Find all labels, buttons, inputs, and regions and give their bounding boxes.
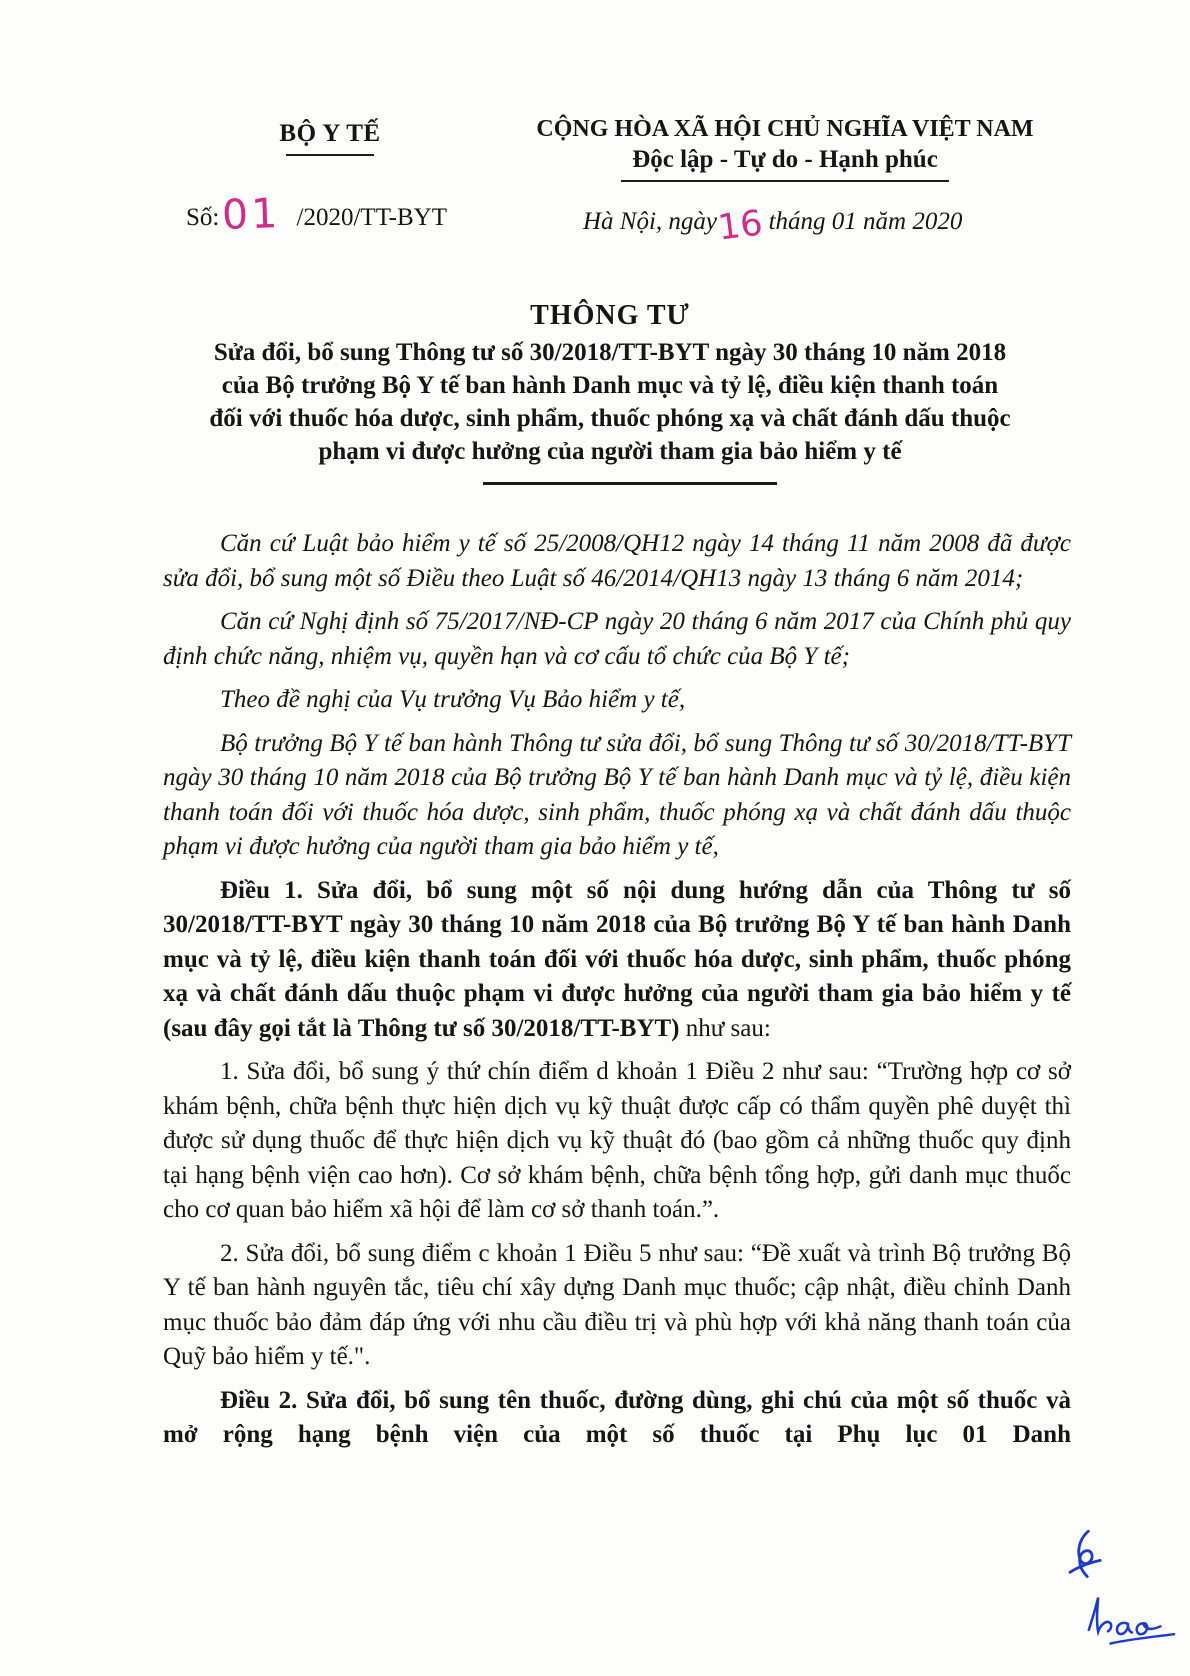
doc-number-suffix: /2020/TT-BYT bbox=[296, 204, 447, 231]
ministry-underline bbox=[286, 154, 374, 156]
preamble-section bbox=[163, 527, 1071, 865]
article-1-paragraph bbox=[163, 874, 1071, 1047]
national-header-block bbox=[515, 116, 1055, 182]
article-1-tail: như sau: bbox=[679, 1014, 771, 1042]
title-block bbox=[150, 300, 1070, 468]
preamble-paragraph: Bộ trưởng Bộ Y tế ban hành Thông tư sửa đổi, bổ sung Thông tư số 30/2018/TT-BYT ngày 30 tháng 10 năm 2018 của Bộ trưởng Bộ Y tế ban hành Danh mục và tỷ lệ, điều kiện thanh toán đối với thuốc hóa dược, sinh phẩm, thuốc phóng xạ và chất đánh dấu thuộc phạm vi được hưởng của người tham gia bảo hiểm y tế, bbox=[163, 729, 1071, 860]
doc-subject-line: phạm vi được hưởng của người tham gia bảo hiểm y tế bbox=[318, 438, 902, 465]
national-motto: Độc lập - Tự do - Hạnh phúc bbox=[632, 146, 938, 173]
article-2-heading: Điều 2. Sửa đổi, bổ sung tên thuốc, đường dùng, ghi chú của một số thuốc và mở rộng hạng bệnh viện của một số thuốc tại Phụ lục 01 Danh bbox=[163, 1386, 1071, 1448]
place-date-line bbox=[583, 203, 963, 249]
day-handwritten: 16 bbox=[715, 203, 765, 249]
preamble-paragraph: Căn cứ Luật bảo hiểm y tế số 25/2008/QH12 ngày 14 tháng 11 năm 2008 đã được sửa đổi, bổ sung một số Điều theo Luật số 46/2014/QH13 ngày 13 tháng 6 năm 2014; bbox=[163, 530, 1071, 592]
preamble-paragraph: Theo đề nghị của Vụ trưởng Vụ Bảo hiểm y tế, bbox=[220, 686, 686, 713]
issuing-org-block bbox=[160, 120, 500, 156]
signature-initial-icon bbox=[1062, 1528, 1106, 1587]
title-divider bbox=[483, 482, 777, 485]
doc-subject-line: đối với thuốc hóa dược, sinh phẩm, thuốc phóng xạ và chất đánh dấu thuộc bbox=[209, 405, 1011, 432]
place-date-prefix: Hà Nội, ngày bbox=[583, 208, 718, 235]
place-date-suffix: tháng 01 năm 2020 bbox=[768, 208, 963, 235]
clause-1-paragraph: 1. Sửa đổi, bổ sung ý thứ chín điểm d khoản 1 Điều 2 như sau: “Trường hợp cơ sở khám bệnh, chữa bệnh thực hiện dịch vụ kỹ thuật được cấp có thẩm quyền phê duyệt thì được sử dụng thuốc để thực hiện dịch vụ kỹ thuật đó (bao gồm cả những thuốc quy định tại hạng bệnh viện cao hơn). Cơ sở khám bệnh, chữa bệnh tổng hợp, gửi danh mục thuốc cho cơ quan bảo hiểm xã hội để làm cơ sở thanh toán.”. bbox=[163, 1058, 1071, 1223]
article-2-paragraph bbox=[163, 1384, 1071, 1453]
preamble-paragraph: Căn cứ Nghị định số 75/2017/NĐ-CP ngày 20 tháng 6 năm 2017 của Chính phủ quy định chức năng, nhiệm vụ, quyền hạn và cơ cấu tổ chức của Bộ Y tế; bbox=[163, 608, 1071, 670]
doc-number-handwritten: 01 bbox=[221, 188, 282, 240]
doc-number bbox=[186, 188, 447, 240]
doc-number-label: Số: bbox=[186, 204, 220, 231]
handwritten-note bbox=[1082, 1592, 1180, 1655]
doc-subject-line: Sửa đổi, bổ sung Thông tư số 30/2018/TT-BYT ngày 30 tháng 10 năm 2018 bbox=[213, 339, 1007, 366]
doc-type-title: THÔNG TƯ bbox=[530, 300, 690, 331]
document-body bbox=[163, 527, 1071, 1462]
clause-2-paragraph: 2. Sửa đổi, bổ sung điểm c khoản 1 Điều 5 như sau: “Đề xuất và trình Bộ trưởng Bộ Y tế ban hành nguyên tắc, tiêu chí xây dựng Danh mục thuốc; cập nhật, điều chỉnh Danh mục thuốc bảo đảm đáp ứng với nhu cầu điều trị và phù hợp với khả năng thanh toán của Quỹ bảo hiểm y tế.". bbox=[163, 1239, 1071, 1370]
article-1-heading: Điều 1. Sửa đổi, bổ sung một số nội dung hướng dẫn của Thông tư số 30/2018/TT-BYT ngày 30 tháng 10 năm 2018 của Bộ trưởng Bộ Y tế ban hành Danh mục và tỷ lệ, điều kiện thanh toán đối với thuốc hóa dược, sinh phẩm, thuốc phóng xạ và chất đánh dấu thuộc phạm vi được hưởng của người tham gia bảo hiểm y tế (sau đây gọi tắt là Thông tư số 30/2018/TT-BYT) bbox=[163, 876, 1071, 1042]
motto-underline bbox=[621, 180, 949, 182]
doc-subject-line: của Bộ trưởng Bộ Y tế ban hành Danh mục và tỷ lệ, điều kiện thanh toán bbox=[221, 372, 999, 399]
ministry-name: BỘ Y TẾ bbox=[279, 120, 381, 147]
national-title: CỘNG HÒA XÃ HỘI CHỦ NGHĨA VIỆT NAM bbox=[536, 116, 1034, 142]
